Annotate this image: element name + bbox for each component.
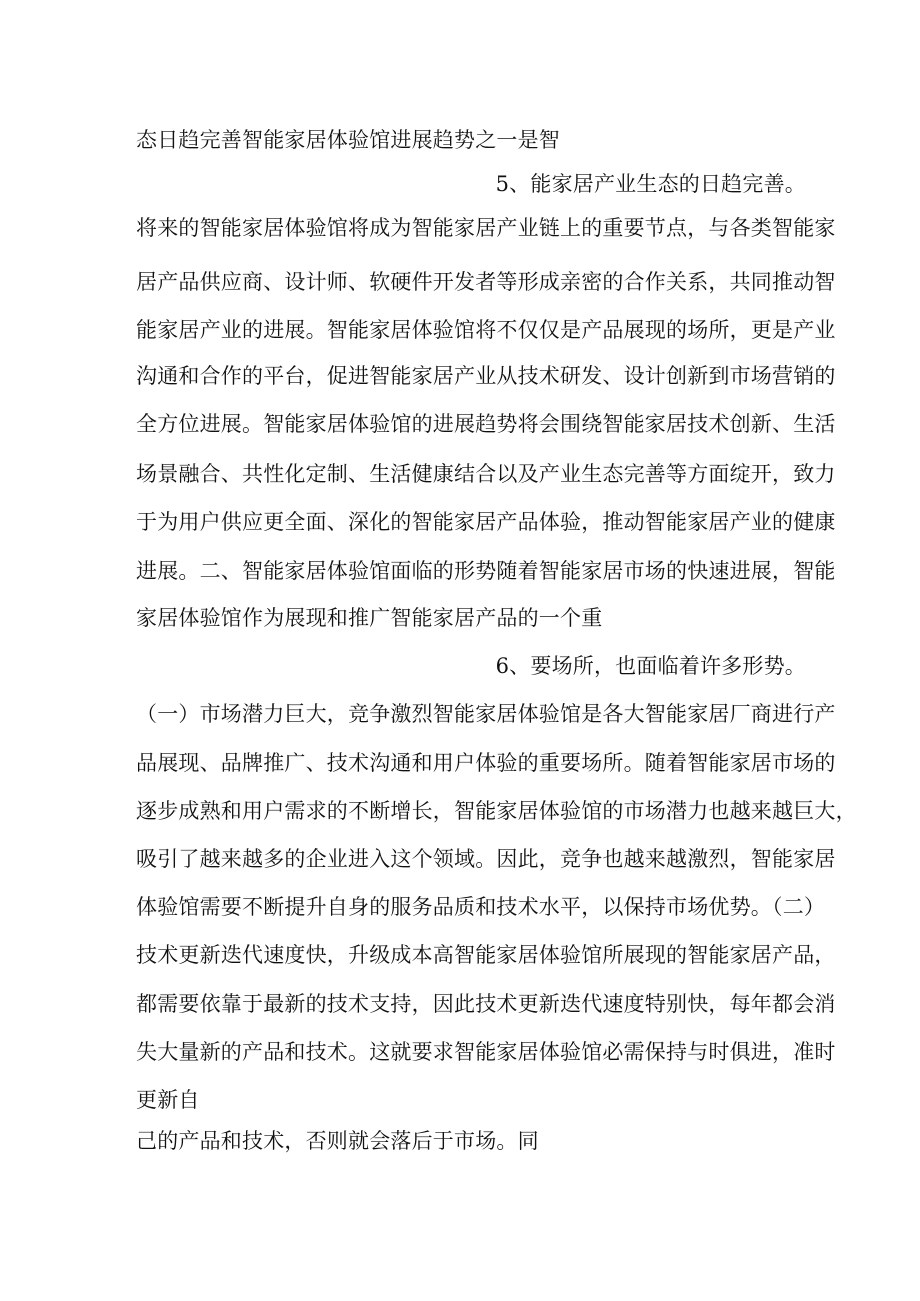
text-line: 品展现、品牌推广、技术沟通和用户体验的重要场所。随着智能家居市场的 <box>136 751 836 775</box>
text-line: 场景融合、共性化定制、生活健康结合以及产业生态完善等方面绽开，致力 <box>136 462 836 486</box>
section-heading-5: 5、能家居产业生态的日趋完善。 <box>495 172 806 196</box>
text-line: 失大量新的产品和技术。这就要求智能家居体验馆必需保持与时俱进，准时 <box>136 1040 836 1064</box>
text-line: 吸引了越来越多的企业进入这个领域。因此，竞争也越来越激烈，智能家居 <box>136 847 836 871</box>
text-line: 全方位进展。智能家居体验馆的进展趋势将会围绕智能家居技术创新、生活 <box>136 412 836 436</box>
text-line: 于为用户供应更全面、深化的智能家居产品体验，推动智能家居产业的健康 <box>136 510 836 534</box>
text-line: 能家居产业的进展。智能家居体验馆将不仅仅是产品展现的场所，更是产业 <box>136 318 836 342</box>
text-line: 进展。二、智能家居体验馆面临的形势随着智能家居市场的快速进展，智能 <box>136 559 836 583</box>
text-line: 己的产品和技术，否则就会落后于市场。同 <box>136 1129 539 1153</box>
section-heading-6: 6、要场所，也面临着许多形势。 <box>495 654 806 678</box>
text-line: 体验馆需要不断提升自身的服务品质和技术水平，以保持市场优势。（二） <box>136 895 826 919</box>
text-line: （一）市场潜力巨大，竞争激烈智能家居体验馆是各大智能家居厂商进行产 <box>136 702 836 726</box>
text-line: 将来的智能家居体验馆将成为智能家居产业链上的重要节点，与各类智能家 <box>136 216 836 240</box>
text-line: 都需要依靠于最新的技术支持，因此技术更新迭代速度特别快，每年都会消 <box>136 992 836 1016</box>
text-line: 逐步成熟和用户需求的不断增长，智能家居体验馆的市场潜力也越来越巨大， <box>136 799 857 823</box>
text-line: 居产品供应商、设计师、软硬件开发者等形成亲密的合作关系，共同推动智 <box>136 270 836 294</box>
text-line: 家居体验馆作为展现和推广智能家居产品的一个重 <box>136 606 603 630</box>
text-line: 技术更新迭代速度快，升级成本高智能家居体验馆所展现的智能家居产品， <box>136 943 836 967</box>
text-line: 态日趋完善智能家居体验馆进展趋势之一是智 <box>136 128 560 152</box>
text-line: 沟通和合作的平台，促进智能家居产业从技术研发、设计创新到市场营销的 <box>136 364 836 388</box>
text-line: 更新自 <box>136 1088 200 1112</box>
